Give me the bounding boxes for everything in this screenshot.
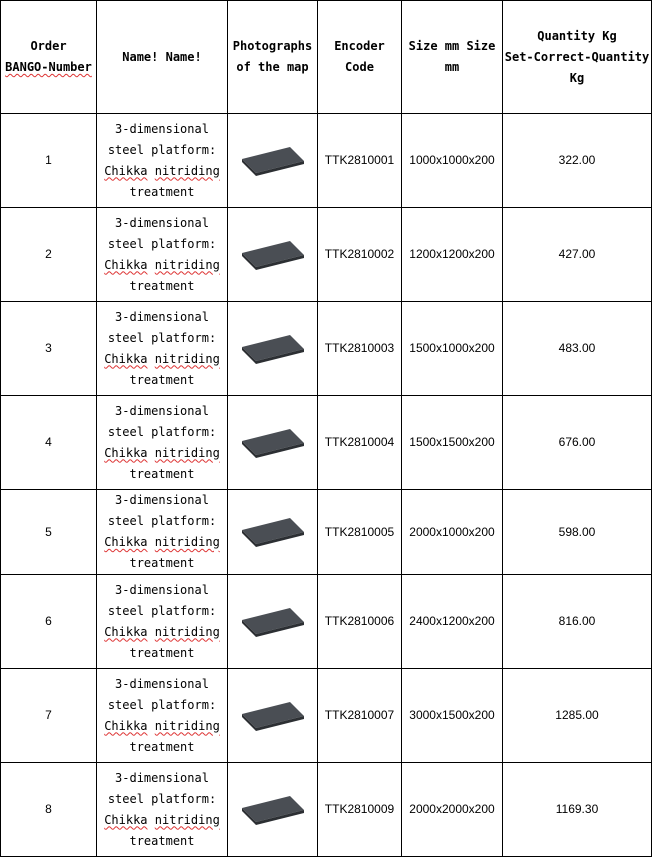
header-order: Order BANGO-Number	[1, 1, 97, 114]
size-mm: 1000x1000x200	[402, 114, 503, 208]
order-number: 4	[1, 396, 97, 490]
spellcheck-word: nitriding	[154, 445, 220, 460]
product-name-line: treatment	[129, 739, 195, 754]
steel-platform-image	[238, 237, 308, 273]
product-name-line: steel platform:	[107, 330, 217, 345]
product-name-line: 3-dimensional	[115, 403, 209, 418]
size-mm: 3000x1500x200	[402, 669, 503, 763]
product-name-line: 3-dimensional	[115, 121, 209, 136]
size-mm: 2000x1000x200	[402, 490, 503, 575]
product-photo	[228, 763, 318, 857]
product-name	[97, 114, 228, 208]
product-name-line: 3-dimensional	[115, 309, 209, 324]
spellcheck-word: nitriding	[154, 718, 220, 733]
product-name	[97, 396, 228, 490]
quantity-kg: 322.00	[503, 114, 652, 208]
quantity-kg: 1285.00	[503, 669, 652, 763]
order-number: 7	[1, 669, 97, 763]
product-name	[97, 208, 228, 302]
product-name-line: steel platform:	[107, 424, 217, 439]
size-mm: 2000x2000x200	[402, 763, 503, 857]
product-photo	[228, 396, 318, 490]
encoder-code: TTK2810001	[318, 114, 402, 208]
product-photo	[228, 302, 318, 396]
spellcheck-word: Chikka	[104, 624, 148, 639]
encoder-code: TTK2810002	[318, 208, 402, 302]
product-name-line: steel platform:	[107, 514, 217, 528]
product-name	[97, 575, 228, 669]
product-name-line: treatment	[129, 184, 195, 199]
header-quantity: Quantity Kg Set-Correct-Quantity Kg	[503, 1, 652, 114]
header-name: Name! Name!	[97, 1, 228, 114]
size-mm: 1500x1500x200	[402, 396, 503, 490]
steel-platform-image	[238, 425, 308, 461]
header-encoder: Encoder Code	[318, 1, 402, 114]
product-photo	[228, 114, 318, 208]
table-row	[1, 208, 652, 302]
order-number: 2	[1, 208, 97, 302]
table-row	[1, 490, 652, 575]
spellcheck-word: nitriding	[154, 163, 220, 178]
product-name	[97, 669, 228, 763]
spellcheck-word: Chikka	[104, 812, 148, 827]
product-name-line: 3-dimensional	[115, 676, 209, 691]
spellcheck-word: nitriding	[154, 351, 220, 366]
encoder-code: TTK2810006	[318, 575, 402, 669]
table-row	[1, 114, 652, 208]
spellcheck-word: nitriding	[154, 812, 220, 827]
steel-platform-image	[238, 143, 308, 179]
product-name-line: 3-dimensional	[115, 582, 209, 597]
product-photo	[228, 208, 318, 302]
product-name-line: 3-dimensional	[115, 493, 209, 507]
order-number: 8	[1, 763, 97, 857]
encoder-code: TTK2810009	[318, 763, 402, 857]
product-name-line: treatment	[129, 466, 195, 481]
product-name-line: steel platform:	[107, 791, 217, 806]
product-name-line	[97, 716, 227, 737]
quantity-kg: 483.00	[503, 302, 652, 396]
table-row	[1, 669, 652, 763]
steel-platform-image	[238, 604, 308, 640]
encoder-code: TTK2810003	[318, 302, 402, 396]
product-name-line	[97, 255, 227, 276]
spellcheck-word: Chikka	[104, 445, 148, 460]
size-mm: 1500x1000x200	[402, 302, 503, 396]
product-name-line	[97, 161, 227, 182]
header-row	[1, 1, 652, 114]
product-name-line: steel platform:	[107, 142, 217, 157]
table-row	[1, 575, 652, 669]
product-name	[97, 490, 228, 575]
spellcheck-word: Chikka	[104, 718, 148, 733]
product-name-line: treatment	[129, 645, 195, 660]
spellcheck-word: nitriding	[154, 535, 220, 549]
spellcheck-word: Chikka	[104, 257, 148, 272]
product-name-line: steel platform:	[107, 236, 217, 251]
order-number: 6	[1, 575, 97, 669]
spellcheck-word: nitriding	[154, 624, 220, 639]
header-photo: Photographs of the map	[228, 1, 318, 114]
product-photo	[228, 575, 318, 669]
product-name-line	[97, 443, 227, 464]
product-name-line	[97, 622, 227, 643]
product-name-line: treatment	[129, 372, 195, 387]
quantity-kg: 427.00	[503, 208, 652, 302]
spellcheck-word: Chikka	[104, 163, 148, 178]
table-row	[1, 302, 652, 396]
product-name-line: 3-dimensional	[115, 770, 209, 785]
product-photo	[228, 490, 318, 575]
encoder-code: TTK2810005	[318, 490, 402, 575]
table-row	[1, 763, 652, 857]
steel-platform-image	[238, 698, 308, 734]
encoder-code: TTK2810004	[318, 396, 402, 490]
size-mm: 1200x1200x200	[402, 208, 503, 302]
quantity-kg: 598.00	[503, 490, 652, 575]
spellcheck-word: Chikka	[104, 535, 148, 549]
product-name-line: treatment	[129, 833, 195, 848]
order-number: 5	[1, 490, 97, 575]
product-name	[97, 763, 228, 857]
product-name	[97, 302, 228, 396]
product-name-line	[97, 532, 227, 553]
steel-platform-image	[238, 514, 308, 550]
spellcheck-word: nitriding	[154, 257, 220, 272]
product-name-line: treatment	[129, 278, 195, 293]
order-number: 1	[1, 114, 97, 208]
product-name-line	[97, 810, 227, 831]
quantity-kg: 816.00	[503, 575, 652, 669]
size-mm: 2400x1200x200	[402, 575, 503, 669]
product-name-line: 3-dimensional	[115, 215, 209, 230]
steel-platform-image	[238, 331, 308, 367]
product-name-line: treatment	[129, 556, 195, 570]
product-name-line: steel platform:	[107, 697, 217, 712]
product-name-line: steel platform:	[107, 603, 217, 618]
product-photo	[228, 669, 318, 763]
order-number: 3	[1, 302, 97, 396]
quantity-kg: 1169.30	[503, 763, 652, 857]
spellcheck-word: Chikka	[104, 351, 148, 366]
encoder-code: TTK2810007	[318, 669, 402, 763]
product-name-line	[97, 349, 227, 370]
header-size: Size mm Size mm	[402, 1, 503, 114]
steel-platform-image	[238, 792, 308, 828]
quantity-kg: 676.00	[503, 396, 652, 490]
table-row	[1, 396, 652, 490]
